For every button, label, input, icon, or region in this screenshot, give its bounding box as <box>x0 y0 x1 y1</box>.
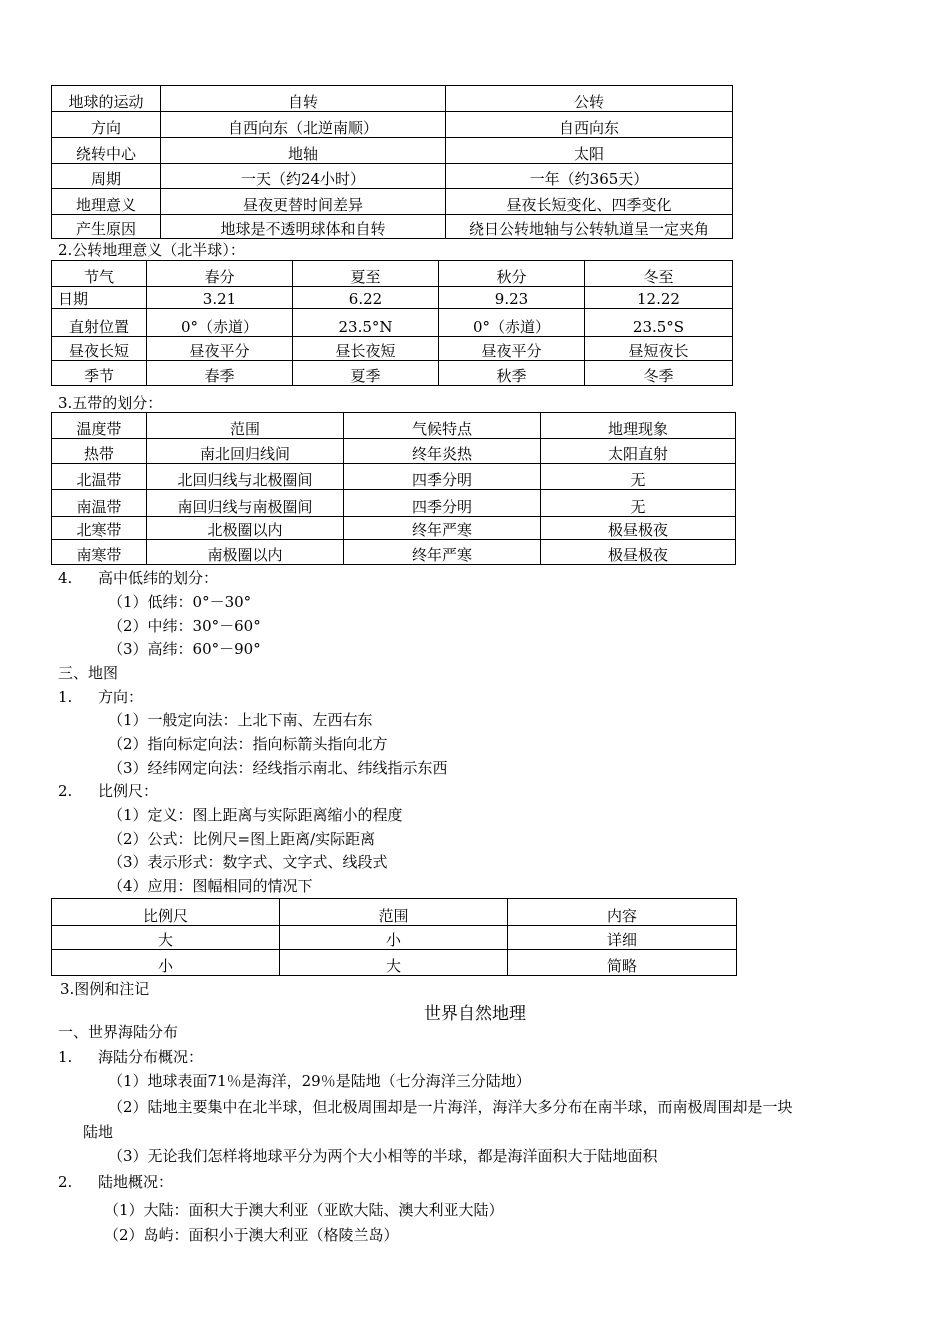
table-cell: 12.22 <box>585 287 733 309</box>
land-overview-heading <box>58 1172 173 1192</box>
revolution-significance-table <box>51 260 733 386</box>
table-cell: 北温带 <box>52 464 147 490</box>
table-cell: 一年（约365天） <box>446 164 733 189</box>
list-item: （1）低纬：0°－30° <box>108 593 252 611</box>
table-cell: 极昼极夜 <box>541 540 736 565</box>
table-cell: 大 <box>280 950 508 976</box>
list-item: （2）中纬：30°－60° <box>108 617 261 635</box>
direction-heading <box>58 687 143 707</box>
table-row <box>52 464 736 490</box>
table-row <box>52 490 736 517</box>
table-cell: 春季 <box>147 361 293 386</box>
table-cell: 终年严寒 <box>344 517 541 540</box>
table-cell: 方向 <box>52 112 161 138</box>
table-cell: 南寒带 <box>52 540 147 565</box>
list-item-continuation: 陆地 <box>83 1123 114 1141</box>
table-cell: 南极圈以内 <box>147 540 344 565</box>
table-cell: 详细 <box>508 926 737 950</box>
table-cell: 南北回归线间 <box>147 439 344 464</box>
list-item: （3）经纬网定向法：经线指示南北、纬线指示东西 <box>108 759 448 777</box>
section-4-title: 高中低纬的划分： <box>98 569 219 587</box>
table-cell: 地轴 <box>161 138 446 164</box>
list-item: （2）指向标定向法：指向标箭头指向北方 <box>108 735 388 753</box>
table-cell: 地球的运动 <box>52 86 161 112</box>
table-cell: 6.22 <box>293 287 439 309</box>
table-cell: 昼夜平分 <box>439 337 585 361</box>
land-sea-overview-title: 海陆分布概况： <box>98 1048 204 1066</box>
list-number: 1. <box>58 1048 73 1066</box>
land-overview-title: 陆地概况： <box>98 1173 174 1191</box>
table-cell: 23.5°S <box>585 309 733 337</box>
table-row <box>52 337 733 361</box>
table-cell: 内容 <box>508 899 737 926</box>
table-row <box>52 950 737 976</box>
scale-table <box>51 898 737 976</box>
table-cell: 地理现象 <box>541 413 736 439</box>
table-header-row <box>52 86 733 112</box>
table-cell: 0°（赤道） <box>147 309 293 337</box>
list-item: （2）岛屿：面积小于澳大利亚（格陵兰岛） <box>104 1226 399 1244</box>
table-cell: 无 <box>541 464 736 490</box>
table-cell: 极昼极夜 <box>541 517 736 540</box>
table-cell: 昼夜更替时间差异 <box>161 189 446 215</box>
table-row <box>52 112 733 138</box>
table-cell: 昼夜长短变化、四季变化 <box>446 189 733 215</box>
table-cell: 绕转中心 <box>52 138 161 164</box>
table-cell: 小 <box>52 950 280 976</box>
list-number: 2. <box>58 1173 73 1191</box>
table-cell: 直射位置 <box>52 309 147 337</box>
table-header-row <box>52 261 733 287</box>
table-cell: 四季分明 <box>344 490 541 517</box>
legend-note: 3.图例和注记 <box>60 980 150 998</box>
table-cell: 产生原因 <box>52 215 161 239</box>
table-cell: 简略 <box>508 950 737 976</box>
table-cell: 太阳 <box>446 138 733 164</box>
section-2-title: 2.公转地理意义（北半球）： <box>58 241 245 259</box>
table-row <box>52 439 736 464</box>
table-cell: 一天（约24小时） <box>161 164 446 189</box>
table-cell: 昼夜平分 <box>147 337 293 361</box>
table-cell: 比例尺 <box>52 899 280 926</box>
table-cell: 气候特点 <box>344 413 541 439</box>
table-cell: 终年炎热 <box>344 439 541 464</box>
table-cell: 秋分 <box>439 261 585 287</box>
scale-title: 比例尺： <box>98 782 159 800</box>
table-cell: 小 <box>280 926 508 950</box>
table-cell: 绕日公转地轴与公转轨道呈一定夹角 <box>446 215 733 239</box>
table-cell: 大 <box>52 926 280 950</box>
list-item: （1）大陆：面积大于澳大利亚（亚欧大陆、澳大利亚大陆） <box>104 1201 504 1219</box>
list-item: （1）定义：图上距离与实际距离缩小的程度 <box>108 806 403 824</box>
table-row <box>52 287 733 309</box>
table-cell: 周期 <box>52 164 161 189</box>
table-row <box>52 164 733 189</box>
table-row <box>52 926 737 950</box>
table-row <box>52 361 733 386</box>
table-cell: 节气 <box>52 261 147 287</box>
table-cell: 南温带 <box>52 490 147 517</box>
list-item: （1）地球表面71％是海洋，29％是陆地（七分海洋三分陆地） <box>108 1072 531 1090</box>
scale-heading <box>58 781 158 801</box>
table-cell: 南回归线与南极圈间 <box>147 490 344 517</box>
table-cell: 北寒带 <box>52 517 147 540</box>
table-row <box>52 138 733 164</box>
list-number: 2. <box>58 782 73 800</box>
table-cell: 季节 <box>52 361 147 386</box>
table-cell: 0°（赤道） <box>439 309 585 337</box>
map-heading: 三、地图 <box>58 664 119 682</box>
table-cell: 昼长夜短 <box>293 337 439 361</box>
table-cell: 春分 <box>147 261 293 287</box>
table-cell: 范围 <box>147 413 344 439</box>
table-cell: 无 <box>541 490 736 517</box>
five-zones-table <box>51 412 736 565</box>
table-cell: 9.23 <box>439 287 585 309</box>
table-cell: 昼短夜长 <box>585 337 733 361</box>
table-cell: 日期 <box>52 287 147 309</box>
table-cell: 温度带 <box>52 413 147 439</box>
table-cell: 公转 <box>446 86 733 112</box>
list-item: （3）无论我们怎样将地球平分为两个大小相等的半球，都是海洋面积大于陆地面积 <box>108 1147 658 1165</box>
land-sea-heading: 一、世界海陆分布 <box>58 1023 179 1041</box>
direction-title: 方向： <box>98 688 144 706</box>
list-number: 4. <box>58 569 73 587</box>
table-cell: 北极圈以内 <box>147 517 344 540</box>
earth-motion-table <box>51 85 733 239</box>
list-item: （3）表示形式：数字式、文字式、线段式 <box>108 853 388 871</box>
table-cell: 3.21 <box>147 287 293 309</box>
world-geography-title: 世界自然地理 <box>424 1004 526 1024</box>
table-row <box>52 540 736 565</box>
table-header-row <box>52 413 736 439</box>
table-cell: 四季分明 <box>344 464 541 490</box>
table-cell: 热带 <box>52 439 147 464</box>
list-item: （1）一般定向法：上北下南、左西右东 <box>108 711 373 729</box>
table-cell: 自西向东（北逆南顺） <box>161 112 446 138</box>
section-3-title: 3.五带的划分： <box>58 394 163 412</box>
land-sea-overview-heading <box>58 1047 203 1067</box>
table-cell: 地球是不透明球体和自转 <box>161 215 446 239</box>
table-cell: 夏至 <box>293 261 439 287</box>
table-cell: 终年严寒 <box>344 540 541 565</box>
table-cell: 自转 <box>161 86 446 112</box>
table-cell: 太阳直射 <box>541 439 736 464</box>
list-item: （2）公式：比例尺=图上距离/实际距离 <box>108 830 376 848</box>
table-cell: 夏季 <box>293 361 439 386</box>
list-item: （3）高纬：60°－90° <box>108 640 261 658</box>
table-cell: 北回归线与北极圈间 <box>147 464 344 490</box>
table-row <box>52 309 733 337</box>
table-row <box>52 517 736 540</box>
section-4-heading <box>58 568 218 588</box>
table-cell: 冬季 <box>585 361 733 386</box>
table-cell: 范围 <box>280 899 508 926</box>
table-cell: 冬至 <box>585 261 733 287</box>
table-cell: 地理意义 <box>52 189 161 215</box>
list-item: （2）陆地主要集中在北半球，但北极周围却是一片海洋，海洋大多分布在南半球，而南极周围却是一块 <box>108 1098 793 1116</box>
table-cell: 自西向东 <box>446 112 733 138</box>
table-cell: 23.5°N <box>293 309 439 337</box>
list-number: 1. <box>58 688 73 706</box>
table-cell: 昼夜长短 <box>52 337 147 361</box>
table-row <box>52 189 733 215</box>
table-header-row <box>52 899 737 926</box>
table-cell: 秋季 <box>439 361 585 386</box>
table-row <box>52 215 733 239</box>
list-item: （4）应用：图幅相同的情况下 <box>108 877 313 895</box>
